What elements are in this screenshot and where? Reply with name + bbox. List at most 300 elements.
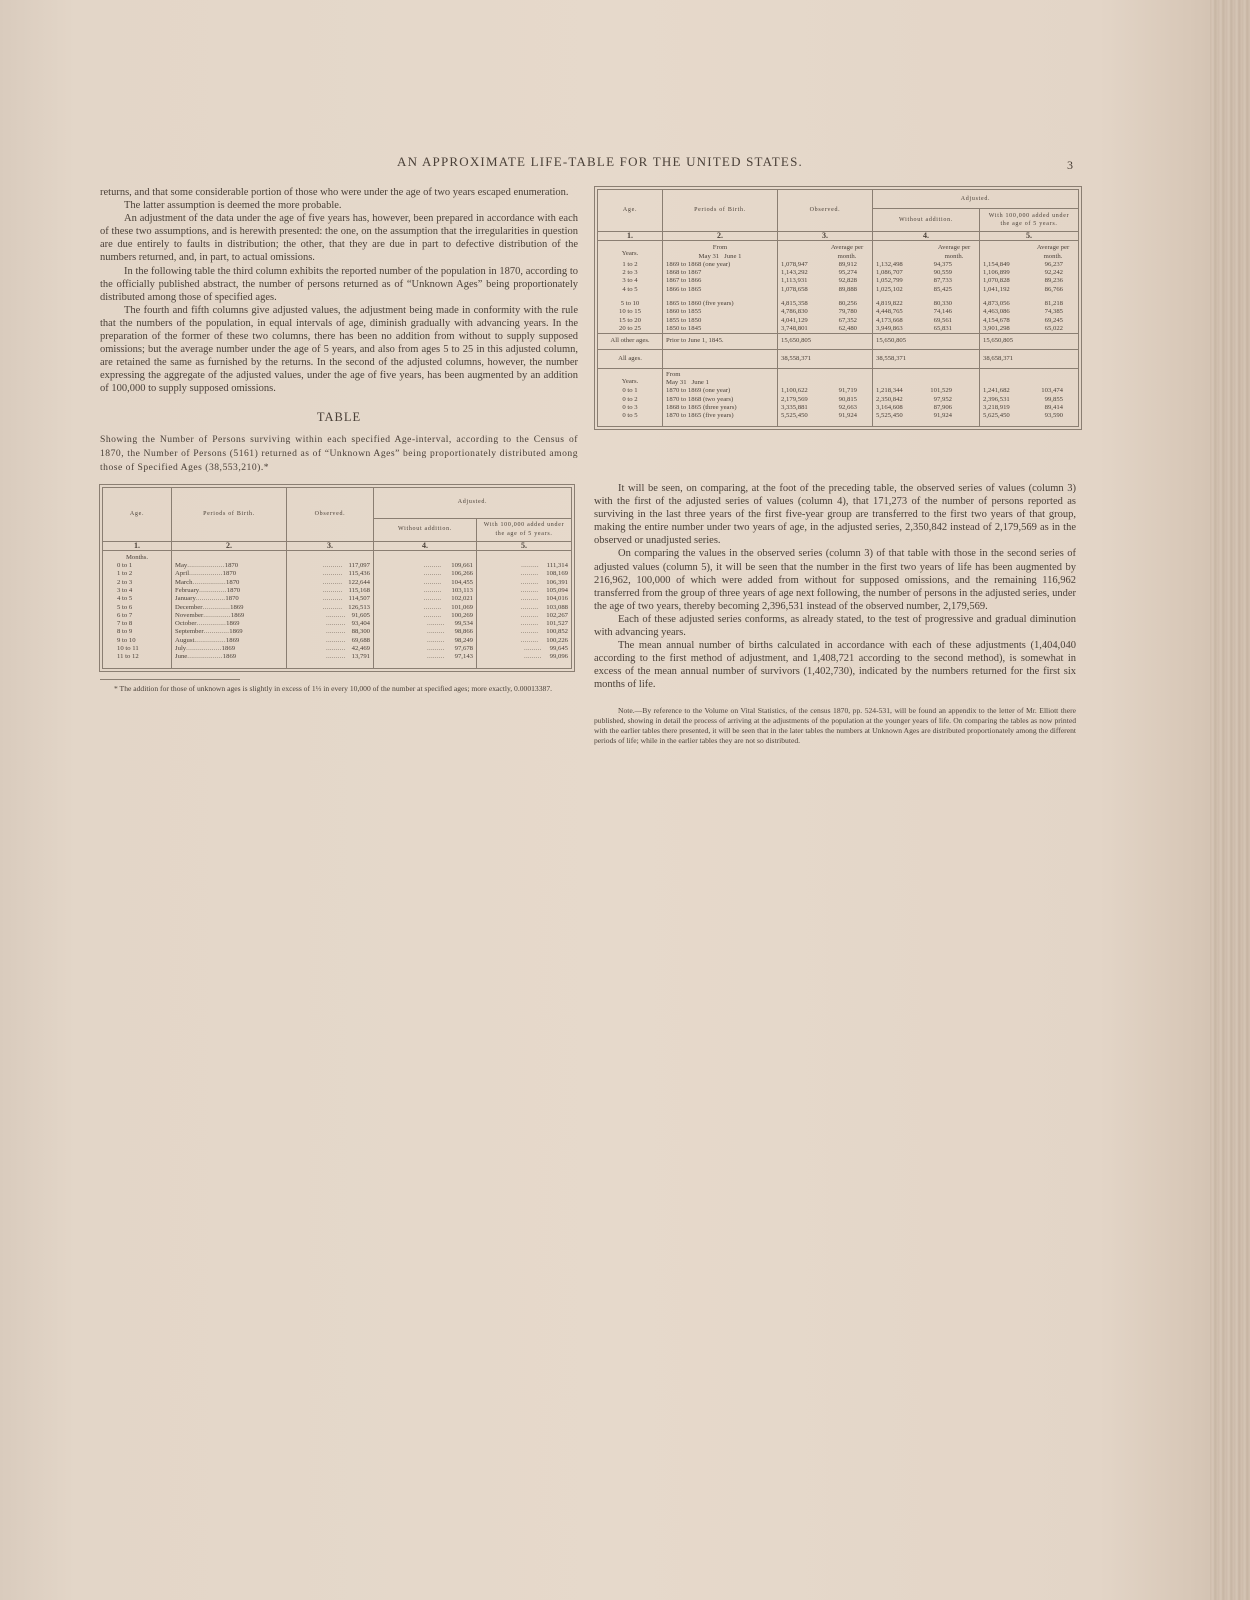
leader-dots: ......... bbox=[427, 620, 455, 628]
table-row bbox=[598, 412, 1079, 420]
leader-dots: .......... bbox=[322, 603, 349, 611]
table-row bbox=[103, 570, 572, 578]
age-cell: 0 to 1 bbox=[117, 562, 133, 570]
observed-avg-cell: 95,274 bbox=[838, 269, 857, 277]
leader-dots: .......... bbox=[325, 645, 352, 653]
other-ages-adj1: 15,650,805 bbox=[873, 334, 980, 349]
observed-cell: 4,786,830 bbox=[781, 308, 808, 316]
leader-dots: ......... bbox=[520, 603, 547, 611]
all-ages-label: All ages. bbox=[618, 354, 642, 362]
june1-label: June 1 bbox=[691, 379, 709, 387]
adjusted-cell: 4,173,668 bbox=[876, 316, 903, 324]
period-cell: 1855 to 1850 bbox=[663, 317, 778, 325]
observed-cell: 1,078,947 bbox=[781, 260, 808, 268]
observed-cell: 122,644 bbox=[348, 578, 370, 586]
age-cell: 11 to 12 bbox=[117, 653, 139, 661]
observed-avg-cell: 89,912 bbox=[838, 260, 857, 268]
avg-label: Average per month. bbox=[1036, 244, 1070, 260]
adjusted-cell: 4,448,765 bbox=[876, 308, 903, 316]
page-edge bbox=[1210, 0, 1250, 1600]
table-row bbox=[598, 387, 1079, 395]
all-ages-adj2: 38,658,371 bbox=[980, 349, 1079, 368]
header-periods: Periods of Birth. bbox=[172, 487, 287, 541]
period-cell: 1868 to 1867 bbox=[663, 269, 778, 277]
year-cell: 1869 bbox=[222, 653, 237, 661]
leader-dots: ......... bbox=[423, 611, 452, 619]
leader-dots: ................. bbox=[192, 578, 226, 586]
adjusted-cell: 2,350,842 bbox=[876, 395, 903, 403]
period-cell: August bbox=[175, 636, 195, 644]
leader-dots: ......... bbox=[520, 578, 547, 586]
adjusted-avg-cell: 101,529 bbox=[930, 387, 952, 395]
adjusted-added-cell: 1,154,849 bbox=[983, 260, 1010, 268]
observed-cell: 3,335,881 bbox=[781, 404, 808, 412]
observed-cell: 42,469 bbox=[351, 645, 370, 653]
adjusted-added-avg-cell: 89,236 bbox=[1044, 277, 1063, 285]
from-label: From bbox=[666, 370, 681, 378]
observed-avg-cell: 90,815 bbox=[838, 395, 857, 403]
months-label: Months. bbox=[125, 553, 149, 561]
col-num: 4. bbox=[374, 541, 477, 550]
age-cell: 5 to 6 bbox=[117, 603, 133, 611]
age-cell: 8 to 9 bbox=[117, 628, 133, 636]
adjusted-added-cell: 104,016 bbox=[546, 595, 568, 603]
observed-cell: 91,605 bbox=[351, 611, 370, 619]
leader-dots: ......... bbox=[423, 586, 452, 594]
years-label: Years. bbox=[621, 249, 639, 257]
table-row bbox=[103, 637, 572, 645]
year-cell: 1869 bbox=[225, 636, 240, 644]
adjusted-avg-cell: 87,733 bbox=[933, 277, 952, 285]
header-periods: Periods of Birth. bbox=[663, 190, 778, 232]
adjusted-added-avg-cell: 86,766 bbox=[1044, 285, 1063, 293]
year-cell: 1870 bbox=[222, 570, 237, 578]
adjusted-cell: 109,661 bbox=[451, 562, 473, 570]
observed-avg-cell: 79,780 bbox=[838, 308, 857, 316]
adjusted-cell: 1,025,102 bbox=[876, 285, 903, 293]
leader-dots: ......... bbox=[520, 628, 547, 636]
leader-dots: .......... bbox=[325, 620, 352, 628]
paragraph: Each of these adjusted series conforms, as already stated, to the test of progressive and gradual diminution with advancing years. bbox=[594, 613, 1076, 639]
adjusted-added-cell: 1,241,682 bbox=[983, 387, 1010, 395]
col-num: 5. bbox=[980, 232, 1079, 241]
adjusted-added-avg-cell: 92,242 bbox=[1044, 269, 1063, 277]
leader-dots: .......... bbox=[325, 611, 352, 619]
col-num: 1. bbox=[598, 232, 663, 241]
paragraph: In the following table the third column exhibits the reported number of the population in 1870, according to the officially published abstract, the number of persons returned as of “Unknown Ages” being proportionately distributed among those of specified ages. bbox=[100, 265, 578, 303]
table-row bbox=[103, 562, 572, 570]
leader-dots: ......... bbox=[427, 645, 455, 653]
age-cell: 2 to 3 bbox=[117, 578, 133, 586]
period-cell: March bbox=[175, 578, 193, 586]
observed-cell: 93,404 bbox=[351, 620, 370, 628]
table-row bbox=[103, 604, 572, 612]
leader-dots: ......... bbox=[427, 653, 455, 661]
observed-cell: 1,113,931 bbox=[781, 277, 808, 285]
years-label: Years. bbox=[621, 378, 639, 385]
period-cell: July bbox=[175, 645, 187, 653]
age-cell: 1 to 2 bbox=[117, 570, 133, 578]
adjusted-added-cell: 102,267 bbox=[546, 611, 568, 619]
other-ages-adj2: 15,650,805 bbox=[980, 334, 1079, 349]
adjusted-cell: 98,249 bbox=[454, 636, 473, 644]
year-cell: 1869 bbox=[230, 603, 244, 611]
paragraph: The mean annual number of births calculated in accordance with each of these adjustments (1,404,040 according to the first method of adjustment, and 1,408,721 according to the second method), is somewhat in excess of the mean annual number of survivors (1,402,730), indicated by the numbers returned for the first six months of life. bbox=[594, 640, 1076, 691]
leader-dots: .............. bbox=[199, 586, 227, 594]
avg-label: Average per month. bbox=[937, 244, 971, 260]
adjusted-avg-cell: 69,561 bbox=[933, 316, 952, 324]
paragraph: returns, and that some considerable portion of those who were under the age of two years escaped enumeration. bbox=[100, 187, 569, 198]
leader-dots: ......... bbox=[423, 578, 452, 586]
year-cell: 1870 bbox=[226, 586, 241, 594]
adjusted-added-cell: 111,314 bbox=[546, 562, 568, 570]
period-cell: 1869 to 1868 (one year) bbox=[663, 261, 778, 269]
table-title: TABLE bbox=[316, 409, 362, 424]
period-cell: April bbox=[175, 570, 190, 578]
period-cell: February bbox=[175, 586, 200, 594]
other-ages-period: Prior to June 1, 1845. bbox=[663, 334, 778, 349]
adjusted-avg-cell: 87,906 bbox=[933, 404, 952, 412]
year-cell: 1869 bbox=[226, 620, 240, 628]
observed-cell: 114,507 bbox=[348, 595, 370, 603]
table-row bbox=[103, 579, 572, 587]
table-row bbox=[598, 286, 1079, 294]
adjusted-cell: 1,218,344 bbox=[876, 387, 903, 395]
table-row bbox=[103, 653, 572, 661]
adjusted-cell: 106,266 bbox=[451, 570, 473, 578]
header-age: Age. bbox=[129, 510, 145, 517]
adjusted-cell: 3,164,608 bbox=[876, 404, 903, 412]
adjusted-added-cell: 4,154,678 bbox=[983, 316, 1010, 324]
adjusted-added-avg-cell: 89,414 bbox=[1044, 404, 1063, 412]
adjusted-cell: 5,525,450 bbox=[876, 412, 903, 420]
adjusted-added-cell: 1,070,828 bbox=[983, 277, 1010, 285]
observed-cell: 88,300 bbox=[351, 628, 370, 636]
adjusted-avg-cell: 97,952 bbox=[933, 395, 952, 403]
age-cell: 15 to 20 bbox=[619, 316, 641, 324]
leader-dots: .......... bbox=[325, 653, 352, 661]
period-cell: 1867 to 1866 bbox=[663, 277, 778, 285]
leader-dots: ......... bbox=[423, 595, 452, 603]
leader-dots: ............... bbox=[195, 595, 226, 603]
observed-cell: 1,078,658 bbox=[781, 285, 808, 293]
header-without: Without addition. bbox=[374, 518, 477, 541]
age-cell: 4 to 5 bbox=[622, 285, 638, 293]
leader-dots: .......... bbox=[322, 570, 349, 578]
observed-avg-cell: 80,256 bbox=[838, 300, 857, 308]
header-observed: Observed. bbox=[287, 487, 374, 541]
adjusted-added-avg-cell: 74,385 bbox=[1044, 308, 1063, 316]
leader-dots: ......... bbox=[521, 562, 547, 570]
observed-cell: 115,168 bbox=[348, 586, 370, 594]
observed-avg-cell: 92,828 bbox=[838, 277, 857, 285]
table-row bbox=[103, 612, 572, 620]
year-cell: 1870 bbox=[225, 595, 239, 603]
adjusted-added-cell: 101,527 bbox=[546, 620, 568, 628]
adjusted-added-cell: 106,391 bbox=[546, 578, 568, 586]
leader-dots: .................. bbox=[187, 653, 223, 661]
note: Note.—By reference to the Volume on Vital Statistics, of the census 1870, pp. 524-531, will be found an appendix to the letter of Mr. Elliott there published, showing in detail the process of arriving at the adjustments of the population at the younger years of life. On comparing the tables as now printed with the earlier tables there presented, it will be seen that in the later tables the numbers at Unknown Ages are distributed proportionately among the different periods of life; while in the earlier tables they are not so distributed. bbox=[594, 705, 1076, 746]
header-with: With 100,000 added under the age of 5 years. bbox=[980, 209, 1079, 232]
table-row bbox=[598, 300, 1079, 308]
adjusted-cell: 97,678 bbox=[454, 645, 473, 653]
period-cell: 1860 to 1855 bbox=[663, 308, 778, 316]
header-observed: Observed. bbox=[778, 190, 873, 232]
months-table bbox=[102, 487, 572, 669]
adjusted-avg-cell: 80,330 bbox=[933, 300, 952, 308]
year-cell: 1870 bbox=[224, 562, 239, 570]
leader-dots: .............. bbox=[203, 611, 231, 619]
period-cell: September bbox=[175, 628, 204, 636]
adjusted-added-cell: 1,041,192 bbox=[983, 285, 1010, 293]
period-cell: 1850 to 1845 bbox=[663, 325, 778, 334]
adjusted-cell: 104,455 bbox=[451, 578, 473, 586]
paragraph: It will be seen, on comparing, at the foot of the preceding table, the observed series of values (column 3) with the first of the adjusted series of values (column 4), that 171,273 of the number of persons reported as surviving in the last three years of the first five-year group are transferred to the first two years of that group, making the entire number under two years of age, in the adjusted series, 2,350,842 instead of 2,179,569 as in the observed or unadjusted series. bbox=[594, 483, 1076, 547]
observed-avg-cell: 91,719 bbox=[838, 387, 857, 395]
adjusted-added-cell: 103,088 bbox=[546, 603, 568, 611]
adjusted-added-avg-cell: 65,022 bbox=[1044, 324, 1063, 332]
leader-dots: .......... bbox=[322, 578, 349, 586]
table-row bbox=[598, 308, 1079, 316]
observed-cell: 126,513 bbox=[348, 603, 370, 611]
age-cell: 3 to 4 bbox=[117, 586, 133, 594]
adjusted-added-cell: 108,169 bbox=[546, 570, 568, 578]
footnote: * The addition for those of unknown ages is slightly in excess of 1⅓ in every 10,000 of the number at specified ages; more exactly, 0.00013387. bbox=[114, 683, 553, 693]
leader-dots: ......... bbox=[423, 570, 452, 578]
paragraph: On comparing the values in the observed series (column 3) of that table with those in the second series of adjusted values (column 5), it will be seen that the number in the first two years of life has been augmented by 216,962, 100,000 of which were added from without for supposed omissions, and the remaining 116,962 transferred from the group of three years of age next following, the number of persons in the adjusted series, under the age of two years, thereby becoming 2,396,531 instead of the observed number, 2,179,569. bbox=[594, 548, 1076, 612]
leader-dots: .............. bbox=[202, 603, 231, 611]
header-adjusted: Adjusted. bbox=[873, 190, 1079, 209]
leader-dots: ......... bbox=[427, 636, 455, 644]
leader-dots: ......... bbox=[520, 586, 547, 594]
observed-avg-cell: 91,924 bbox=[838, 412, 857, 420]
table-row bbox=[103, 628, 572, 636]
year-cell: 1869 bbox=[230, 611, 245, 619]
adjusted-cell: 4,819,822 bbox=[876, 300, 903, 308]
leader-dots: ......... bbox=[520, 570, 547, 578]
observed-avg-cell: 67,352 bbox=[838, 316, 857, 324]
age-cell: 10 to 11 bbox=[117, 645, 139, 653]
observed-avg-cell: 62,480 bbox=[838, 324, 857, 332]
adjusted-cell: 101,069 bbox=[451, 603, 473, 611]
table-row bbox=[103, 587, 572, 595]
observed-cell: 13,791 bbox=[351, 653, 370, 661]
adjusted-cell: 100,269 bbox=[451, 611, 473, 619]
age-cell: 7 to 8 bbox=[117, 620, 133, 628]
leader-dots: .......... bbox=[325, 628, 352, 636]
adjusted-added-cell: 100,226 bbox=[546, 636, 568, 644]
adjusted-avg-cell: 91,924 bbox=[933, 412, 952, 420]
june1-label: June 1 bbox=[724, 252, 742, 260]
age-cell: 0 to 1 bbox=[622, 387, 638, 395]
adjusted-avg-cell: 85,425 bbox=[933, 285, 952, 293]
age-cell: 9 to 10 bbox=[117, 636, 136, 644]
adjusted-cell: 103,113 bbox=[451, 586, 473, 594]
adjusted-avg-cell: 74,146 bbox=[933, 308, 952, 316]
adjusted-cell: 99,534 bbox=[454, 620, 473, 628]
age-cell: 5 to 10 bbox=[620, 300, 640, 308]
all-ages-observed: 38,558,371 bbox=[778, 349, 873, 368]
table-row bbox=[598, 396, 1079, 404]
year-cell: 1870 bbox=[226, 578, 240, 586]
table-row bbox=[598, 325, 1079, 334]
age-cell: 3 to 4 bbox=[622, 277, 638, 285]
leader-dots: ......... bbox=[520, 611, 547, 619]
adjusted-added-avg-cell: 99,855 bbox=[1044, 395, 1063, 403]
paragraph: The fourth and fifth columns give adjusted values, the adjustment being made in conformity with the rule that the numbers of the population, in equal intervals of age, diminish gradually with advancing years. In the preparation of the former of these two columns, there has been no addition from without to supply supposed omissions; but the average number under the age of 5 years, and also from ages 5 to 25 in this adjusted column, are retained the same as furnished by the returns. In the second of the adjusted columns, however, the number expressing the aggregate of the adjusted values, under the age of five years, has been augmented by an addition of 100,000 to supply supposed omissions. bbox=[100, 304, 578, 395]
adjusted-added-cell: 100,852 bbox=[546, 628, 568, 636]
table-row bbox=[103, 620, 572, 628]
adjusted-added-avg-cell: 96,237 bbox=[1044, 260, 1063, 268]
age-cell: 2 to 3 bbox=[622, 269, 638, 277]
period-cell: 1870 to 1869 (one year) bbox=[663, 387, 778, 395]
observed-cell: 117,097 bbox=[348, 562, 370, 570]
adjusted-avg-cell: 65,831 bbox=[933, 324, 952, 332]
observed-avg-cell: 89,888 bbox=[838, 285, 857, 293]
may31-label: May 31 bbox=[666, 379, 687, 387]
table-subtitle: Showing the Number of Persons surviving within each specified Age-interval, according to the Census of 1870, the Number of Persons (5161) returned as of “Unknown Ages” being proportionately distributed among those of Specified Ages (38,553,210).* bbox=[100, 433, 578, 473]
table-row bbox=[103, 595, 572, 603]
col-num: 5. bbox=[477, 541, 572, 550]
table-row bbox=[103, 645, 572, 653]
adjusted-added-cell: 99,096 bbox=[549, 653, 568, 661]
period-cell: 1866 to 1865 bbox=[663, 286, 778, 294]
age-cell: 10 to 15 bbox=[619, 308, 641, 316]
col-num: 2. bbox=[172, 541, 287, 550]
avg-label: Average per month. bbox=[830, 244, 864, 260]
leader-dots: ......... bbox=[427, 628, 455, 636]
leader-dots: ................... bbox=[187, 562, 225, 570]
adjusted-cell: 1,052,799 bbox=[876, 277, 903, 285]
leader-dots: ................. bbox=[189, 570, 223, 578]
adjusted-added-cell: 3,218,919 bbox=[983, 404, 1010, 412]
from-label: From bbox=[712, 244, 728, 252]
right-column bbox=[594, 482, 1076, 746]
col-num: 2. bbox=[663, 232, 778, 241]
age-cell: 0 to 5 bbox=[622, 412, 638, 420]
period-cell: 1870 to 1865 (five years) bbox=[663, 412, 778, 420]
leader-dots: .......... bbox=[322, 595, 349, 603]
other-ages-observed: 15,650,805 bbox=[778, 334, 873, 349]
age-cell: 0 to 3 bbox=[622, 404, 638, 412]
observed-cell: 4,815,358 bbox=[781, 300, 808, 308]
observed-cell: 3,748,801 bbox=[781, 324, 808, 332]
col-num: 3. bbox=[287, 541, 374, 550]
leader-dots: ......... bbox=[520, 620, 547, 628]
observed-avg-cell: 92,663 bbox=[838, 404, 857, 412]
header-adjusted: Adjusted. bbox=[374, 487, 572, 518]
table-row bbox=[598, 261, 1079, 269]
age-cell: 6 to 7 bbox=[117, 611, 133, 619]
col-num: 1. bbox=[103, 541, 172, 550]
observed-cell: 2,179,569 bbox=[781, 395, 808, 403]
adjusted-cell: 1,086,707 bbox=[876, 269, 903, 277]
table-row bbox=[598, 277, 1079, 285]
adjusted-cell: 98,866 bbox=[454, 628, 473, 636]
adjusted-added-cell: 99,645 bbox=[549, 645, 568, 653]
adjusted-added-cell: 1,106,899 bbox=[983, 269, 1010, 277]
adjusted-added-cell: 4,463,086 bbox=[983, 308, 1010, 316]
leader-dots: ......... bbox=[523, 645, 550, 653]
header-age: Age. bbox=[622, 207, 638, 214]
age-cell: 0 to 2 bbox=[622, 395, 638, 403]
leader-dots: ......... bbox=[520, 636, 547, 644]
period-cell: December bbox=[175, 603, 203, 611]
leader-dots: ............... bbox=[196, 620, 227, 628]
table-row bbox=[598, 404, 1079, 412]
observed-cell: 5,525,450 bbox=[781, 412, 808, 420]
observed-cell: 4,041,129 bbox=[781, 316, 808, 324]
adjusted-avg-cell: 94,375 bbox=[933, 260, 952, 268]
adjusted-cell: 97,143 bbox=[454, 653, 473, 661]
year-cell: 1869 bbox=[229, 628, 243, 636]
observed-cell: 1,100,622 bbox=[781, 387, 808, 395]
year-cell: 1869 bbox=[221, 645, 236, 653]
age-cell: 20 to 25 bbox=[619, 324, 641, 332]
leader-dots: ......... bbox=[520, 595, 547, 603]
paragraph: An adjustment of the data under the age of five years has, however, been prepared in accordance with each of these two assumptions, and is herewith presented: the one, on the assumption that the irregularities in question are due entirely to faults in distribution; the other, that they are due in part to defective distribution of the numbers returned, and, in part, to actual omissions. bbox=[100, 213, 578, 264]
age-cell: 4 to 5 bbox=[117, 595, 133, 603]
period-cell: June bbox=[175, 653, 188, 661]
leader-dots: ................ bbox=[194, 636, 226, 644]
leader-dots: ......... bbox=[423, 562, 452, 570]
adjusted-avg-cell: 90,559 bbox=[933, 269, 952, 277]
leader-dots: .................. bbox=[186, 645, 222, 653]
adjusted-added-cell: 105,094 bbox=[546, 586, 568, 594]
adjusted-added-cell: 4,873,056 bbox=[983, 300, 1010, 308]
col-num: 4. bbox=[873, 232, 980, 241]
adjusted-added-cell: 5,625,450 bbox=[983, 412, 1010, 420]
table-row bbox=[598, 269, 1079, 277]
leader-dots: .......... bbox=[322, 562, 349, 570]
running-head: AN APPROXIMATE LIFE-TABLE FOR THE UNITED STATES. bbox=[397, 154, 803, 169]
header-with: With 100,000 added under the age of 5 years. bbox=[477, 518, 572, 541]
observed-cell: 1,143,292 bbox=[781, 269, 808, 277]
period-cell: November bbox=[175, 611, 204, 619]
all-ages-adj1: 38,558,371 bbox=[873, 349, 980, 368]
leader-dots: ............. bbox=[203, 628, 230, 636]
adjusted-cell: 3,949,863 bbox=[876, 324, 903, 332]
left-column bbox=[100, 186, 578, 694]
adjusted-added-avg-cell: 103,474 bbox=[1041, 387, 1063, 395]
page-number: 3 bbox=[1067, 158, 1073, 172]
years-table bbox=[597, 189, 1079, 427]
col-num: 3. bbox=[778, 232, 873, 241]
observed-cell: 69,688 bbox=[351, 636, 370, 644]
may31-label: May 31 bbox=[698, 252, 720, 260]
adjusted-cell: 102,021 bbox=[451, 595, 473, 603]
header-without: Without addition. bbox=[873, 209, 980, 232]
period-cell: 1865 to 1860 (five years) bbox=[663, 300, 778, 308]
period-cell: January bbox=[175, 595, 196, 603]
adjusted-added-avg-cell: 93,590 bbox=[1044, 412, 1063, 420]
leader-dots: .......... bbox=[322, 586, 349, 594]
period-cell: 1868 to 1865 (three years) bbox=[663, 404, 778, 412]
adjusted-added-avg-cell: 81,218 bbox=[1044, 300, 1063, 308]
adjusted-added-cell: 2,396,531 bbox=[983, 395, 1010, 403]
leader-dots: ......... bbox=[423, 603, 452, 611]
other-ages-label: All other ages. bbox=[610, 337, 650, 345]
table-row bbox=[598, 317, 1079, 325]
adjusted-cell: 1,132,498 bbox=[876, 260, 903, 268]
adjusted-added-avg-cell: 69,245 bbox=[1044, 316, 1063, 324]
period-cell: May bbox=[175, 562, 188, 570]
paragraph: The latter assumption is deemed the more probable. bbox=[124, 200, 342, 212]
period-cell: October bbox=[175, 620, 197, 628]
leader-dots: .......... bbox=[325, 636, 352, 644]
adjusted-added-cell: 3,901,298 bbox=[983, 324, 1010, 332]
period-cell: 1870 to 1868 (two years) bbox=[663, 396, 778, 404]
